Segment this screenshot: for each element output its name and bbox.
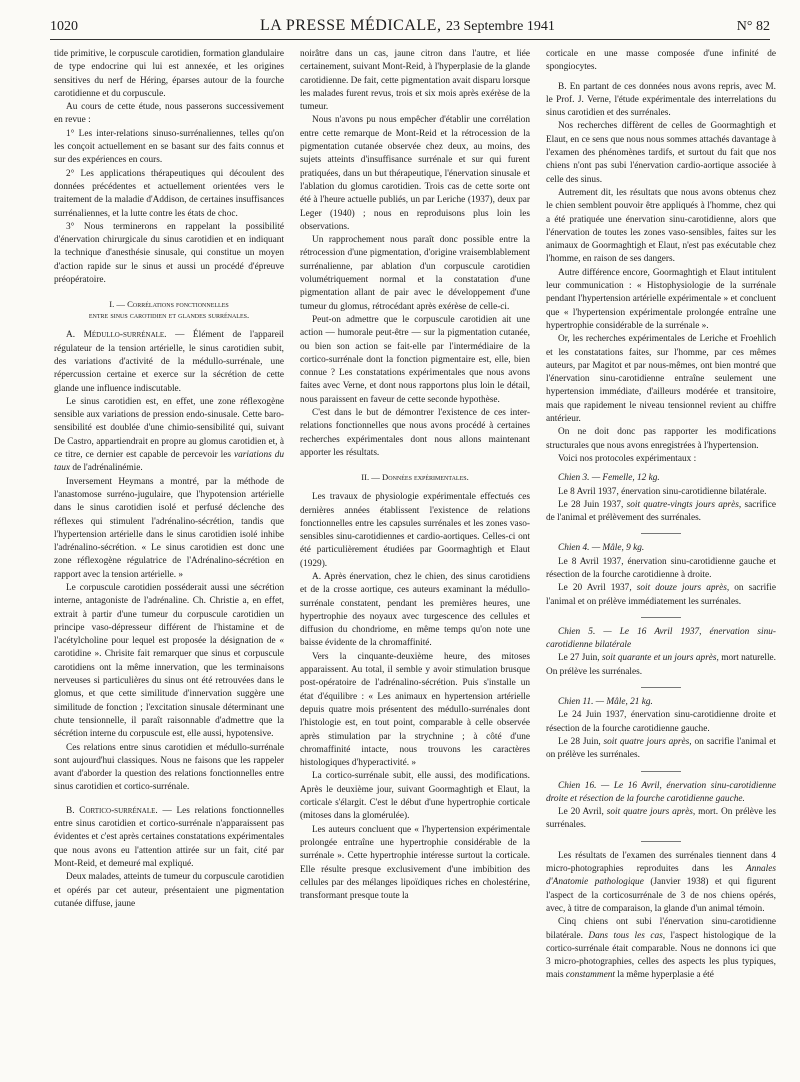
subsection-label: A. Médullo-surrénale. bbox=[66, 330, 167, 341]
protocol-text: Le 28 Juin, bbox=[558, 736, 604, 747]
paragraph: B. En partant de ces données nous avons repris, avec M. le Prof. J. Verne, l'étude expérimentale des interrelations du sinus carotidien et des surrénales. bbox=[546, 81, 776, 119]
paragraph: Les auteurs concluent que « l'hypertension expérimentale prolongée entraîne une hypertrophie considérable de la surrénale ». Cette hypertrophie intéresse surtout la corticale. Elle résulte presque exclusivement d'une imbibition des cellules par des mélanges lipoïdiques riches en cholestérine, transformant presque toute la bbox=[300, 824, 530, 902]
paragraph: Vers la cinquante-deuxième heure, des mitoses apparaissent. Au total, il semble y avoir stimulation brusque post-opératoire de l'adrénalino-sécrétion. Puis s'installe un état d'équilibre : « Les animaux en hypertension artérielle depuis quatre mois présentent des médullo-surrénales dont l'histologie est, en tout point, comparable à celle observée après stimulation par la strychnine ; à côté d'une chromaffinité intacte, nous trouvons les caractères histologiques d'hyperactivité. » bbox=[300, 651, 530, 769]
divider bbox=[641, 771, 681, 772]
paragraph: C'est dans le but de démontrer l'existence de ces inter-relations fonctionnelles que nous avons procédé à certaines recherches expérimentales dont nous allons maintenant apporter les résultats. bbox=[300, 408, 530, 458]
paragraph: Nous n'avons pu nous empêcher d'établir une corrélation entre cette remarque de Mont-Reid et la rétrocession de la pigmentation cutanée observée chez deux, au moins, des sujets atteints d'insuffisance surrénale et sur qui furent pratiquées, dans un but thérapeutique, l'énervation sinusale et l'ablation du glomus carotidien. Trois cas de cette sorte ont été à l'heure actuelle publiés, un par Leriche (1937), deux par Leger (1940) ; nous en reproduisons plus loin les observations. bbox=[300, 115, 530, 232]
page-header bbox=[50, 10, 770, 40]
protocol-heading-text: Chien 16. — Le 16 Avril, énervation sinu-carotidienne droite et résection de la fourche carotidienne gauche. bbox=[546, 780, 776, 804]
protocol-heading bbox=[546, 696, 776, 709]
paragraph-text: la même hyperplasie a été bbox=[614, 970, 714, 981]
protocol-heading bbox=[546, 626, 776, 653]
paragraph: Nos recherches diffèrent de celles de Goormaghtigh et Elaut, en ce sens que nous nous sommes attachés davantage à l'examen des phénomènes tardifs, et surtout du fait que nos chiens n'ont pas subi l'énervation cardio-aortique associée à celle des sinus. bbox=[546, 121, 776, 185]
protocol-text: on sacrifie l'animal et on prélève les surrénales. bbox=[546, 736, 776, 761]
paragraph-text: — Les relations fonctionnelles entre sinus carotidien et cortico-surrénale n'apparaissent pas évidentes et c'est après certaines constatations expérimentales que nous avons eu l'attention attirée sur un fait, cité par Mont-Reid, et demeuré mal expliqué. bbox=[54, 805, 284, 869]
protocol-line bbox=[546, 582, 776, 609]
paragraph: Un rapprochement nous paraît donc possible entre la rétrocession d'une pigmentation, d'origine vraisemblablement surrénalienne, par ablation d'un corpuscule carotidien volumétriquement normal et la constatation d'une pigmentation allant de pair avec le développement d'une tumeur du glomus, rétrocédant après exérèse de celle-ci. bbox=[300, 235, 530, 312]
emphasis: soit quarante et un jours après, bbox=[602, 653, 719, 664]
protocol-text: Le 20 Avril, bbox=[558, 807, 607, 818]
paragraph-text: l'aspect histologique de la cortico-surrénale était comparable. Nous ne donnons ici que 3 micro-photographies, celles des aspects les plus typiques, mais bbox=[546, 930, 776, 981]
protocol-text: sacrifice de l'animal et prélèvement des surrénales. bbox=[546, 499, 776, 524]
protocol-heading bbox=[546, 472, 776, 485]
protocol-heading-text: Chien 4. — Mâle, 9 kg. bbox=[558, 543, 645, 554]
divider bbox=[641, 841, 681, 842]
protocol-line: Le 24 Juin 1937, énervation sinu-carotidienne droite et résection de la fourche carotidienne gauche. bbox=[546, 710, 776, 734]
section-title-line: entre sinus carotidien et glandes surrénales. bbox=[88, 310, 250, 321]
paragraph: Autrement dit, les résultats que nous avons obtenus chez le chien semblent pouvoir être appliqués à l'homme, chez qui a été pratiquée une énervation sinu-carotidienne, alors que l'énervation de toutes les zones vaso-sensibles, faites sur les animaux de Goormaghtigh et Elaut, n'est pas exécutable chez l'homme, en raison de ses dangers. bbox=[546, 187, 776, 265]
emphasis: constamment bbox=[565, 970, 615, 981]
paragraph: Ces relations entre sinus carotidien et médullo-surrénale sont aujourd'hui classiques. Nous ne faisons que les rappeler avant d'aborder la question des relations fonctionnelles entre sinus carotidien et cortico-surrénale. bbox=[54, 742, 284, 793]
emphasis: soit quatre jours après, bbox=[603, 736, 692, 747]
protocol-chien-5 bbox=[546, 626, 776, 679]
journal-title bbox=[260, 17, 555, 35]
paragraph: 3° Nous terminerons en rappelant la possibilité d'énervation chirurgicale du sinus carotidien et en indiquant la technique d'anesthésie sinusale, qui constitue un moyen d'action rapide sur le sinus et aussi un procédé d'épreuve préopératoire. bbox=[54, 221, 284, 286]
protocol-heading-text: Chien 5. — Le 16 Avril 1937, énervation sinu-carotidienne bilatérale bbox=[546, 626, 776, 651]
section-title bbox=[54, 299, 284, 321]
paragraph: tide primitive, le corpuscule carotidien, formation glandulaire de type endocrine qui lui est annexée, et les origines sensitives du nerf de Héring, éparses autour de la fourche carotidienne et du corpuscule. bbox=[54, 49, 284, 99]
divider bbox=[641, 533, 681, 534]
issue-date: 23 Septembre 1941 bbox=[445, 19, 555, 34]
article-columns bbox=[54, 48, 776, 1074]
paragraph: On ne doit donc pas rapporter les modifications structurales que nous avons enregistrées à l'hypertension. bbox=[546, 427, 776, 451]
paragraph-text: Les résultats de l'examen des surrénales tiennent dans 4 micro-photographies reproduites dans les bbox=[546, 850, 776, 875]
protocol-chien-11 bbox=[546, 696, 776, 762]
protocol-line bbox=[546, 652, 776, 679]
emphasis: soit quatre-vingts jours après, bbox=[626, 499, 742, 510]
emphasis: Dans tous les cas, bbox=[588, 930, 666, 941]
divider bbox=[641, 687, 681, 688]
protocol-line bbox=[546, 736, 776, 763]
paragraph-text: (Janvier 1938) et qui figurent l'aspect de la corticosurrénale de 3 de nos chiens opérés, avec, à titre de comparaison, la glande d'un animal témoin. bbox=[546, 877, 776, 914]
paragraph: corticale en une masse composée d'une infinité de spongiocytes. bbox=[546, 49, 776, 73]
paragraph: A. Après énervation, chez le chien, des sinus carotidiens et de la crosse aortique, ces auteurs examinant la médullo-surrénale constatent, pendant les premières heures, une hypertrophie des noyaux avec turgescence des cellules et diffusion du chondriome, en même temps qu'on note une baisse évidente de la chromaffinité. bbox=[300, 571, 530, 649]
paragraph-text: — Élément de l'appareil régulateur de la tension artérielle, le sinus carotidien subit, des variations d'activité de la médullo-surrénale, une répercussion certaine et exerce sur la sécrétion de cette glande une influence indiscutable. bbox=[54, 330, 284, 394]
paragraph-text: de l'adrénalinémie. bbox=[70, 463, 143, 474]
column-1 bbox=[54, 48, 284, 1074]
paragraph: Autre différence encore, Goormaghtigh et Elaut intitulent leur communication : « Histophysiologie de la surrénale pendant l'hypertension artérielle expérimentale » et concluent que « l'hypertension expérimentale prolongée entraîne une hypertrophie considérable de la surrénale ». bbox=[546, 267, 776, 331]
paragraph bbox=[54, 805, 284, 871]
protocol-heading-text: Chien 3. — Femelle, 12 kg. bbox=[558, 473, 660, 484]
paragraph bbox=[54, 396, 284, 476]
protocol-text: on sacrifie l'animal et on prélève immédiatement les surrénales. bbox=[546, 583, 776, 607]
paragraph-text: Le sinus carotidien est, en effet, une zone réflexogène sensible aux variations de pression endo-sinusale. Cette baro-sensibilité est doublée d'une chimio-sensibilité qui, suivant De Castro, appartiendrait en propre au glomus carotidien et, à ce titre, ce dernier est capable de percevoir les bbox=[54, 396, 284, 461]
column-2 bbox=[300, 48, 530, 1074]
paragraph: Inversement Heymans a montré, par la méthode de l'anastomose surréno-jugulaire, que l'hypotension artérielle dans le sinus carotidien isolé et perfusé déclenche des réflexes qui stimulent l'adrénalino-sécrétion, tandis que l'hypertension artérielle dans le sinus carotidien isolé inhibe l'adrénalino-sécrétion. « Le sinus carotidien est donc une zone réflexogène régulatrice de l'Adrénalino-sécrétion en rapport avec la tension artérielle. » bbox=[54, 476, 284, 580]
protocol-heading bbox=[546, 780, 776, 807]
paragraph: Voici nos protocoles expérimentaux : bbox=[558, 453, 697, 464]
paragraph: Deux malades, atteints de tumeur du corpuscule carotidien et opérés par cet auteur, présentaient une pigmentation cutanée diffuse, jaune bbox=[54, 872, 284, 909]
paragraph bbox=[546, 850, 776, 916]
protocol-line bbox=[546, 806, 776, 833]
paragraph: La cortico-surrénale subit, elle aussi, des modifications. Après le deuxième jour, suivant Goormaghtigh et Elaut, la corticale s'élargit. C'est le début d'une hypertrophie corticale (mitoses dans la glomérulée). bbox=[300, 771, 530, 822]
emphasis: soit quatre jours après, bbox=[606, 807, 696, 818]
protocol-chien-16 bbox=[546, 780, 776, 833]
column-3 bbox=[546, 48, 776, 1074]
protocol-line bbox=[546, 499, 776, 526]
page-number: 1020 bbox=[50, 19, 78, 34]
protocol-text: mort. On prélève les surrénales. bbox=[546, 807, 776, 831]
protocol-heading-text: Chien 11. — Mâle, 21 kg. bbox=[558, 697, 653, 708]
paragraph: 1° Les inter-relations sinuso-surrénaliennes, telles qu'on les conçoit actuellement en se basant sur des faits connus et sur des expériences en cours. bbox=[54, 128, 284, 166]
protocol-line: Le 8 Avril 1937, énervation sinu-carotidienne gauche et résection de la fourche carotidienne à droite. bbox=[546, 556, 776, 580]
journal-name: LA PRESSE MÉDICALE, bbox=[259, 17, 442, 34]
issue-number: N° 82 bbox=[736, 19, 770, 34]
subsection-label: B. Cortico-surrénale. bbox=[66, 805, 158, 816]
paragraph-text: Cinq chiens ont subi l'énervation sinu-carotidienne bilatérale. bbox=[546, 917, 776, 941]
protocol-text: Le 20 Avril 1937, bbox=[558, 583, 637, 594]
protocol-chien-4 bbox=[546, 542, 776, 608]
paragraph: Peut-on admettre que le corpuscule carotidien ait une action — humorale peut-être — sur la pigmentation cutanée, ou bien son action se fait-elle par l'intermédiaire de la cortico-surrénale dont la fonction pigmentaire est, elle, bien connue ? Les constatations expérimentales que nous avons faites avec Verne, et dont nous rapportons plus loin le détail, nous paraissent en faveur de cette seconde hypothèse. bbox=[300, 314, 530, 405]
paragraph: noirâtre dans un cas, jaune citron dans l'autre, et liée certainement, suivant Mont-Reid, à l'hyperplasie de la glande carotidienne. De fait, cette pigmentation avait disparu lorsque les malades furent revus, trois et six mois après exérèse de la tumeur. bbox=[300, 49, 530, 113]
divider bbox=[641, 617, 681, 618]
paragraph: Le corpuscule carotidien posséderait aussi une sécrétion interne, antagoniste de l'adrénaline. Ch. Christie a, en effet, extrait à partir d'une tumeur du corpuscule carotidien un principe vaso-dépresseur différent de l'histamine et de l'acétylcholine pour lequel est proposée la désignation de « carotidine ». Chrisite fait remarquer que sinus et corpuscule carotidiens ont la même innervation, que les terminaisons nerveuses si particulières du sinus ont été retrouvées dans le glomus, et que cette similitude d'innervation suggère une similitude de fonction ; l'excitation sinusale déterminant une chute tensionnelle, il paraît raisonnable d'admettre que la sécrétion interne du corpuscule est, elle aussi, hypotensive. bbox=[54, 582, 284, 740]
emphasis: variations du taux bbox=[54, 450, 284, 474]
protocol-chien-3 bbox=[546, 472, 776, 525]
protocol-text: Le 28 Juin 1937, bbox=[558, 499, 627, 510]
paragraph bbox=[546, 916, 776, 982]
paragraph: Or, les recherches expérimentales de Leriche et Froehlich et les constatations faites, sur l'homme, par ces mêmes auteurs, par Magitot et par nous-mêmes, ont bien montré que l'énervation sinu-carotidienne entraîne seulement une hypertension immédiate, d'ailleurs modérée et transitoire, mais que rapidement le niveau tensionnel revient au chiffre antérieur. bbox=[546, 334, 776, 425]
protocol-text: mort naturelle. On prélève les surrénales. bbox=[546, 653, 776, 677]
protocol-heading bbox=[546, 542, 776, 555]
paragraph: Au cours de cette étude, nous passerons successivement en revue : bbox=[54, 102, 284, 126]
paragraph: 2° Les applications thérapeutiques qui découlent des données précédentes et actuellement orientées vers le traitement de la maladie d'Addison, de certaines insuffisances surrénaliennes, et la lutte contre les états de choc. bbox=[54, 168, 284, 219]
paragraph: Les travaux de physiologie expérimentale effectués ces dernières années établissent l'existence de relations fonctionnelles entre les capsules surrénales et les zones vaso-sensibles sinu-carotidiennes et cardio-aortiques. Celles-ci ont été particulièrement étudiées par Goormaghtigh et Elaut (1929). bbox=[300, 492, 530, 569]
protocol-line: Le 8 Avril 1937, énervation sinu-carotidienne bilatérale. bbox=[558, 486, 767, 497]
section-title-line: I. — Corrélations fonctionnelles bbox=[109, 299, 229, 310]
paragraph bbox=[54, 329, 284, 395]
protocol-text: Le 27 Juin, bbox=[558, 653, 602, 664]
emphasis: Annales d'Anatomie pathologique bbox=[546, 864, 776, 888]
emphasis: soit douze jours après, bbox=[636, 583, 730, 594]
section-title: II. — Données expérimentales. bbox=[361, 472, 469, 483]
